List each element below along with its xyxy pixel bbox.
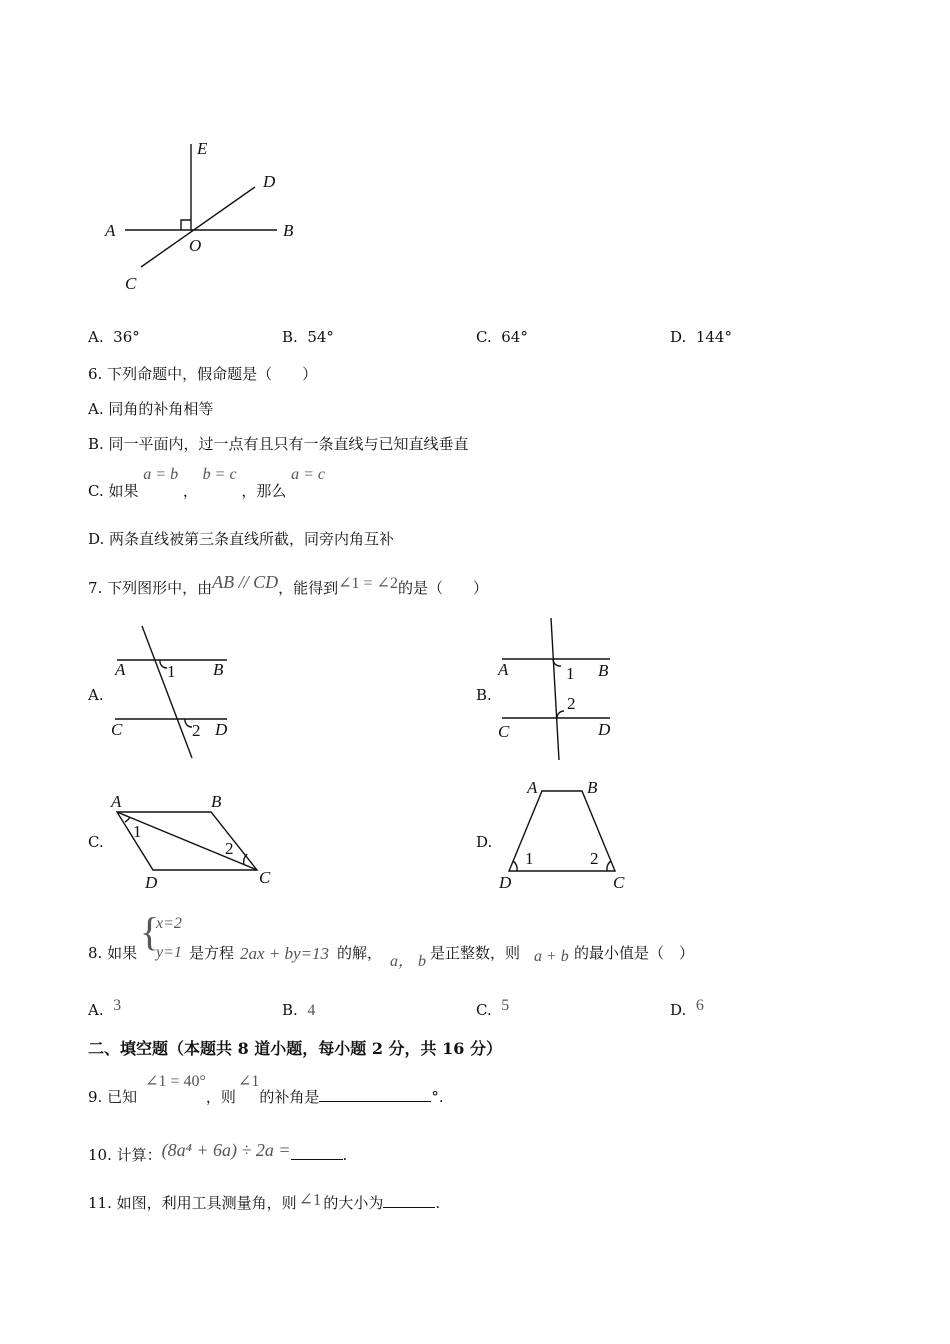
q7-mid: ，能得到 bbox=[278, 579, 339, 597]
label-B: B bbox=[598, 661, 609, 680]
q8-option-a[interactable] bbox=[88, 997, 122, 1020]
label-A: A bbox=[527, 778, 538, 797]
q6-option-d[interactable]: D. 两条直线被第三条直线所截，同旁内角互补 bbox=[88, 530, 395, 548]
section-heading-fill-in: 二、填空题（本题共 8 道小题，每小题 2 分，共 16 分） bbox=[88, 1039, 502, 1058]
q8-system-eq1: x=2 bbox=[156, 915, 182, 932]
label-B: B bbox=[283, 221, 294, 240]
q11-math: ∠1 bbox=[298, 1190, 322, 1209]
q5-option-c[interactable] bbox=[476, 328, 528, 346]
label-A: A bbox=[111, 792, 122, 811]
q11-mid: 的大小为 bbox=[323, 1194, 384, 1212]
q9-math1: ∠1 = 40° bbox=[145, 1073, 206, 1090]
q7-option-a-letter[interactable]: A. bbox=[88, 686, 104, 704]
label-B: B bbox=[213, 660, 224, 679]
label-D: D bbox=[499, 873, 512, 892]
label-E: E bbox=[197, 139, 208, 158]
label-C: C bbox=[498, 722, 510, 741]
q6-option-c[interactable] bbox=[88, 463, 326, 500]
q10-answer-blank[interactable] bbox=[291, 1145, 343, 1160]
q6c-sep: ， bbox=[182, 482, 198, 500]
line-CD bbox=[141, 187, 255, 267]
q8-expr: a + b bbox=[534, 948, 569, 965]
q7-figure-c[interactable] bbox=[105, 788, 280, 893]
q7-figure-b[interactable] bbox=[492, 615, 622, 765]
angle-2: 2 bbox=[567, 694, 576, 713]
figure-q5-angles bbox=[95, 130, 335, 300]
q5-option-d[interactable] bbox=[670, 328, 732, 346]
angle-2: 2 bbox=[225, 839, 234, 858]
q8-mid3: 是正整数，则 bbox=[430, 944, 521, 962]
angle-2: 2 bbox=[192, 721, 201, 740]
q7-figure-d[interactable] bbox=[493, 775, 638, 895]
label-O: O bbox=[189, 236, 202, 255]
q8-mid1: 是方程 bbox=[189, 944, 235, 962]
q6c-prefix: C. 如果 bbox=[88, 482, 139, 500]
option-letter: D. bbox=[670, 328, 687, 346]
label-D: D bbox=[215, 720, 228, 739]
brace-icon: { bbox=[140, 909, 160, 954]
option-text: 3 bbox=[113, 997, 122, 1014]
q7-stem bbox=[88, 572, 488, 597]
label-A: A bbox=[105, 221, 116, 240]
angle-1: 1 bbox=[525, 849, 534, 868]
q8-mid2: 的解， bbox=[337, 944, 383, 962]
q8-prefix: 8. 如果 bbox=[88, 944, 138, 962]
label-C: C bbox=[125, 274, 137, 293]
q5-option-b[interactable] bbox=[282, 328, 334, 346]
q8-suffix: 的最小值是（ ） bbox=[574, 944, 695, 962]
q10-math: (8a⁴ + 6a) ÷ 2a = bbox=[161, 1140, 291, 1160]
option-text: 64° bbox=[501, 328, 528, 346]
q7-math1: AB // CD bbox=[212, 572, 279, 592]
q6c-mid: ，那么 bbox=[241, 482, 287, 500]
q7-figure-a[interactable] bbox=[105, 620, 245, 765]
option-text: 54° bbox=[307, 328, 334, 346]
q11 bbox=[88, 1192, 440, 1213]
q8-option-b[interactable] bbox=[282, 1001, 315, 1020]
q6c-math3: a = c bbox=[291, 466, 326, 483]
q9-math2: ∠1 bbox=[237, 1073, 260, 1090]
label-C: C bbox=[259, 868, 271, 887]
q8-option-c[interactable] bbox=[476, 997, 510, 1020]
option-letter: C. bbox=[476, 1001, 492, 1019]
option-text: 6 bbox=[695, 997, 704, 1014]
label-A: A bbox=[115, 660, 126, 679]
q9-mid: ，则 bbox=[205, 1088, 236, 1106]
option-letter: B. bbox=[282, 1001, 298, 1019]
option-letter: A. bbox=[88, 328, 104, 346]
q8-option-d[interactable] bbox=[670, 997, 704, 1020]
option-text: 5 bbox=[501, 997, 510, 1014]
q10 bbox=[88, 1140, 348, 1164]
q11-answer-blank[interactable] bbox=[383, 1193, 435, 1208]
angle-1: 1 bbox=[167, 662, 176, 681]
q6-option-b[interactable]: B. 同一平面内，过一点有且只有一条直线与已知直线垂直 bbox=[88, 435, 469, 453]
q6c-math2: b = c bbox=[202, 466, 237, 483]
label-A: A bbox=[498, 660, 509, 679]
label-B: B bbox=[211, 792, 222, 811]
q11-suffix: . bbox=[435, 1194, 441, 1212]
q7-suffix: 的是（ ） bbox=[397, 579, 488, 597]
q10-suffix: . bbox=[342, 1146, 348, 1164]
q9 bbox=[88, 1070, 444, 1106]
label-D: D bbox=[263, 172, 276, 191]
q11-prefix: 11. 如图，利用工具测量角，则 bbox=[88, 1194, 297, 1212]
label-D: D bbox=[145, 873, 158, 892]
q7-option-b-letter[interactable]: B. bbox=[476, 686, 492, 704]
angle-1: 1 bbox=[133, 822, 142, 841]
label-B: B bbox=[587, 778, 598, 797]
label-C: C bbox=[613, 873, 625, 892]
option-text: 144° bbox=[695, 328, 732, 346]
q5-option-a[interactable] bbox=[88, 328, 140, 346]
q10-prefix: 10. 计算： bbox=[88, 1146, 162, 1164]
q9-prefix: 9. 已知 bbox=[88, 1088, 138, 1106]
option-letter: D. bbox=[670, 1001, 687, 1019]
option-letter: C. bbox=[476, 328, 492, 346]
q9-answer-blank[interactable] bbox=[319, 1087, 431, 1102]
right-angle-mark bbox=[181, 220, 191, 230]
q8-vars: a， b bbox=[390, 953, 427, 970]
q8-system-eq2: y=1 bbox=[156, 944, 182, 961]
angle-1: 1 bbox=[566, 664, 575, 683]
q7-option-c-letter[interactable]: C. bbox=[88, 833, 104, 851]
q8-equation: 2ax + by=13 bbox=[240, 944, 330, 963]
option-text: 36° bbox=[113, 328, 140, 346]
label-C: C bbox=[111, 720, 123, 739]
q9-suffix2: °. bbox=[431, 1088, 444, 1106]
q6-option-a[interactable]: A. 同角的补角相等 bbox=[88, 400, 214, 418]
label-D: D bbox=[598, 720, 611, 739]
option-letter: A. bbox=[88, 1001, 104, 1019]
angle-2: 2 bbox=[590, 849, 599, 868]
q7-option-d-letter[interactable]: D. bbox=[476, 833, 493, 851]
q7-math2: ∠1 = ∠2 bbox=[338, 575, 398, 592]
option-text: 4 bbox=[307, 1002, 316, 1019]
option-letter: B. bbox=[282, 328, 298, 346]
q9-suffix1: 的补角是 bbox=[259, 1088, 320, 1106]
q7-prefix: 7. 下列图形中，由 bbox=[88, 579, 213, 597]
q6-stem: 6. 下列命题中，假命题是（ ） bbox=[88, 365, 318, 383]
q6c-math1: a = b bbox=[143, 466, 179, 483]
